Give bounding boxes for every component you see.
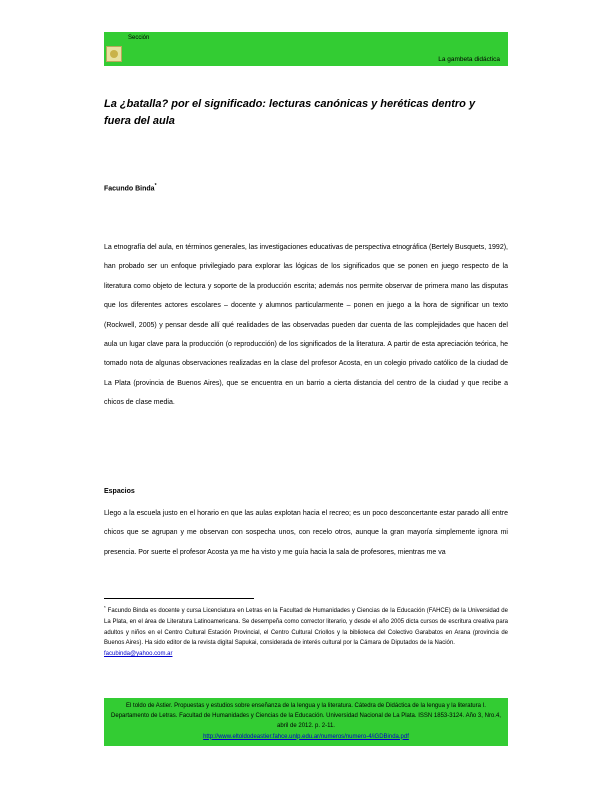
citation-text: El toldo de Astier. Propuestas y estudios sobre enseñanza de la lengua y la literatura. Cátedra de Didáctica de la lengua y la literatura I. Departamento de Letras. Facultad de Humanidades y Ciencias de la Educación. Universidad Nacional de La Plata. ISSN 1853-3124. Año 3, Nro.4, abril de 2012. p. 2-11. <box>111 703 501 730</box>
section-name: La gambeta didáctica <box>438 56 500 63</box>
footnote-text: Facundo Binda es docente y cursa Licenciatura en Letras en la Facultad de Humanidades y Ciencias de la Educación (FAHCE) de la Universidad de La Plata, en el área de Literatura Latinoamericana. Se desempeña como corrector literario, y desde el año 2005 dicta cursos de escritura creativa para adultos y niños en el Centro Cultural Estación Provincial, el Centro Cultural Criollos y la biblioteca del Colectivo Garabatos en Arana (provincia de Buenos Aires). Ha sido editor de la revista digital Sapukai, considerada de interés cultural por la Cámara de Diputados de la Nación. <box>104 608 508 647</box>
author-text: Facundo Binda <box>104 185 155 193</box>
footnote-divider <box>104 598 254 599</box>
footnote-mark: * <box>104 605 106 610</box>
article-url-link[interactable]: http://www.eltoldodeastier.fahce.unlp.edu.ar/numeros/numero-4/iGDBinda.pdf <box>203 733 409 740</box>
author-footnote-mark[interactable]: * <box>154 183 157 189</box>
citation-footer <box>104 698 508 746</box>
author-name <box>104 183 157 192</box>
paragraph: La etnografía del aula, en términos generales, las investigaciones educativas de perspectiva etnográfica (Bertely Busquets, 1992), han probado ser un enfoque privilegiado para explorar las lógicas de los significados que se ponen en juego respecto de la literatura como objeto de lectura y soporte de la producción escrita; además nos permite observar de primera mano las disputas que los diferentes actores escolares – docente y alumnos particularmente – ponen en juego a la hora de significar un texto (Rockwell, 2005) y pensar desde allí qué realidades de las observadas pueden dar cuenta de las complejidades que hacen del aula un lugar clave para la producción (o reproducción) de los significados de la literatura. A partir de esta apreciación teórica, he tomado nota de algunas observaciones realizadas en la clase del profesor Acosta, en un colegio privado católico de la ciudad de La Plata (provincia de Buenos Aires), que se encuentra en un barrio a cierta distancia del centro de la ciudad y que recibe a chicos de clase media. <box>104 244 508 407</box>
journal-logo-icon <box>106 46 122 62</box>
subheading: Espacios <box>104 488 135 495</box>
footnote <box>104 603 508 660</box>
paragraph: Llego a la escuela justo en el horario en que las aulas explotan hacia el recreo; es un poco desconcertante estar parado allí entre chicos que se agrupan y me observan con sospecha unos, con recelo otros, aunque la gran mayoría simplemente ignora mi presencia. Por suerte el profesor Acosta ya me ha visto y me guía hacia la sala de profesores, mientras me va <box>104 510 508 556</box>
section-label: Sección <box>128 35 150 41</box>
article-title: La ¿batalla? por el significado: lecturas canónicas y heréticas dentro y fuera del aula <box>104 98 476 127</box>
author-email-link[interactable]: facubinda@yahoo.com.ar <box>104 651 173 658</box>
